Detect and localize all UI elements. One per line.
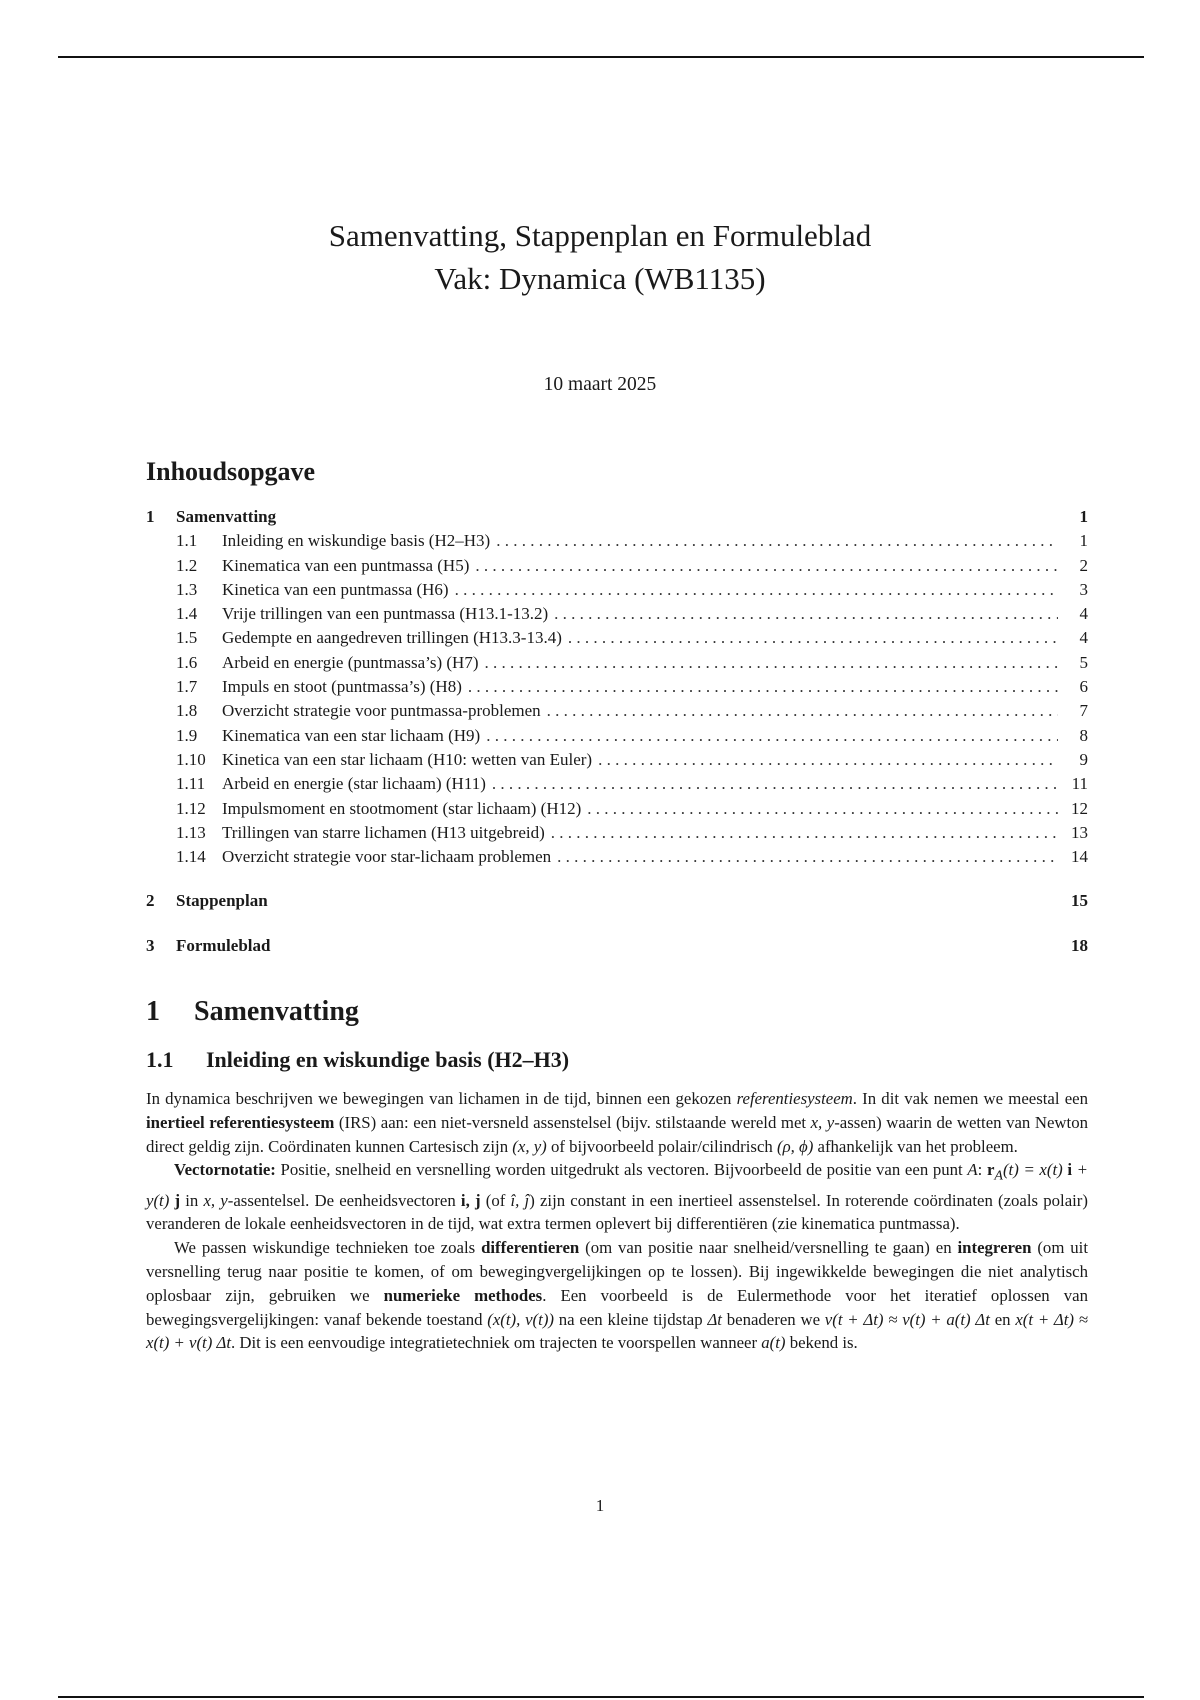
toc-title: Arbeid en energie (star lichaam) (H11) (222, 774, 486, 794)
toc-title: Formuleblad (176, 935, 271, 955)
toc-entry-2[interactable] (146, 891, 1088, 915)
toc-page: 4 (1079, 628, 1088, 648)
toc-number: 1.6 (176, 652, 198, 672)
toc-number: 1.14 (176, 847, 206, 867)
table-of-contents (146, 507, 1088, 960)
toc-page: 15 (1071, 891, 1088, 911)
toc-number: 1.9 (176, 725, 198, 745)
paragraph-2: Vectornotatie: Positie, snelheid en versnelling worden uitgedrukt als vectoren. Bijvoorbeeld de positie van een punt A: $r_A(t) = x(t) i + y(t)$ j in x, y-assentelsel. De eenheidsvectoren i, j (of î, ĵ) zijn constant in een inertieel assenstelsel. In roterende coördinaten (zoals polair) veranderen de lokale eenheidsvectoren in de tijd, wat extra termen oplevert bij differentiëren (zie kinematica puntmassa). (146, 1160, 1089, 1234)
toc-entry-1-14[interactable] (146, 847, 1088, 871)
toc-number: 1.4 (176, 604, 198, 624)
toc-entry-1-1[interactable] (146, 531, 1088, 555)
body-text (146, 1087, 1088, 1355)
toc-leader (598, 750, 1058, 770)
subsection-heading (146, 1047, 1088, 1073)
toc-spacer (146, 916, 1088, 936)
toc-number: 1.2 (176, 555, 198, 575)
toc-number: 1.3 (176, 579, 198, 599)
toc-leader (475, 556, 1058, 576)
toc-title: Stappenplan (176, 891, 268, 911)
toc-leader (485, 653, 1059, 673)
toc-page: 13 (1071, 822, 1088, 842)
toc-page: 5 (1079, 652, 1088, 672)
toc-page: 2 (1079, 555, 1088, 575)
toc-title: Samenvatting (176, 507, 277, 526)
section-heading (146, 996, 1088, 1028)
subsection-title: Inleiding en wiskundige basis (H2–H3) (206, 1047, 570, 1072)
toc-title: Gedempte en aangedreven trillingen (H13.3-13.4) (222, 628, 562, 648)
toc-number: 1.8 (176, 701, 198, 721)
toc-page: 11 (1071, 774, 1088, 794)
toc-title: Kinetica van een star lichaam (H10: wetten van Euler) (222, 749, 593, 769)
toc-number: 1.13 (176, 822, 206, 842)
toc-leader (496, 531, 1058, 551)
toc-entry-1-9[interactable] (146, 726, 1088, 750)
toc-title: Overzicht strategie voor star-lichaam problemen (222, 847, 552, 867)
paragraph-1: In dynamica beschrijven we bewegingen van lichamen in de tijd, binnen een gekozen referentiesysteem. In dit vak nemen we meestal een inertieel referentiesysteem (IRS) aan: een niet-versneld assenstelsel (bijv. stilstaande wereld met x, y-assen) waarin de wetten van Newton direct geldig zijn. Coördinaten kunnen Cartesisch zijn (x, y) of bijvoorbeeld polair/cilindrisch (ρ, ϕ) afhankelijk van het probleem. (146, 1089, 1088, 1156)
toc-entry-1-5[interactable] (146, 628, 1088, 652)
section-title: Samenvatting (194, 996, 359, 1027)
toc-entry-1-7[interactable] (146, 677, 1088, 701)
section-number: 1 (146, 996, 160, 1027)
document-date: 10 maart 2025 (543, 374, 657, 395)
toc-leader (557, 847, 1058, 867)
toc-leader (587, 799, 1058, 819)
toc-entry-1[interactable] (146, 507, 1088, 531)
toc-title: Kinematica van een puntmassa (H5) (222, 555, 470, 575)
toc-spacer (146, 871, 1088, 891)
toc-number: 1.10 (176, 749, 206, 769)
subsection-number: 1.1 (146, 1047, 174, 1072)
page-number: 1 (595, 1496, 605, 1515)
footer-rule (58, 1696, 1144, 1698)
toc-entry-1-6[interactable] (146, 653, 1088, 677)
toc-entry-1-12[interactable] (146, 799, 1088, 823)
toc-leader (547, 701, 1058, 721)
toc-page: 4 (1079, 604, 1088, 624)
toc-page: 6 (1079, 677, 1088, 697)
toc-entry-1-4[interactable] (146, 604, 1088, 628)
title-block (0, 214, 1200, 300)
toc-leader (468, 677, 1058, 697)
toc-page: 1 (1079, 507, 1088, 526)
toc-entry-1-10[interactable] (146, 750, 1088, 774)
toc-page: 9 (1079, 749, 1088, 769)
toc-title: Impulsmoment en stootmoment (star lichaam) (H12) (222, 798, 582, 818)
toc-number: 1.5 (176, 628, 198, 648)
toc-title: Impuls en stoot (puntmassa’s) (H8) (222, 677, 462, 697)
toc-number: 2 (146, 891, 155, 911)
document-title: Samenvatting, Stappenplan en Formuleblad (328, 218, 872, 253)
toc-title: Kinetica van een puntmassa (H6) (222, 579, 449, 599)
toc-leader (486, 726, 1058, 746)
toc-page: 18 (1071, 935, 1088, 955)
toc-heading: Inhoudsopgave (146, 457, 316, 486)
toc-title: Trillingen van starre lichamen (H13 uitgebreid) (222, 822, 545, 842)
toc-page: 1 (1079, 531, 1088, 551)
toc-number: 1 (146, 507, 155, 526)
header-rule (58, 56, 1144, 58)
toc-leader (551, 823, 1058, 843)
toc-entry-1-8[interactable] (146, 701, 1088, 725)
toc-title: Overzicht strategie voor puntmassa-problemen (222, 701, 541, 721)
toc-title: Kinematica van een star lichaam (H9) (222, 725, 481, 745)
course-title: Vak: Dynamica (WB1135) (434, 261, 766, 296)
toc-title: Arbeid en energie (puntmassa’s) (H7) (222, 652, 479, 672)
paragraph-3: We passen wiskundige technieken toe zoals differentieren (om van positie naar snelheid/versnelling te gaan) en integreren (om uit versnelling terug naar positie te komen, of om bewegingvergelijkingen op te lossen). Bij ingewikkelde bewegingen die niet analytisch oplosbaar zijn, gebruiken we numerieke methodes. Een voorbeeld is de Eulermethode voor het iteratief oplossen van bewegingsvergelijkingen: vanaf bekende toestand (x(t), v(t)) na een kleine tijdstap Δt benaderen we v(t + Δt) ≈ v(t) + a(t) Δt en x(t + Δt) ≈ x(t) + v(t) Δt. Dit is een eenvoudige integratietechniek om trajecten te voorspellen wanneer a(t) bekend is. (146, 1238, 1089, 1353)
toc-title: Inleiding en wiskundige basis (H2–H3) (222, 531, 491, 551)
toc-entry-1-13[interactable] (146, 823, 1088, 847)
toc-page: 8 (1079, 725, 1088, 745)
toc-leader (492, 774, 1058, 794)
toc-entry-3[interactable] (146, 936, 1088, 960)
toc-title: Vrije trillingen van een puntmassa (H13.1-13.2) (222, 604, 549, 624)
toc-page: 12 (1071, 798, 1088, 818)
toc-entry-1-3[interactable] (146, 580, 1088, 604)
toc-leader (554, 604, 1058, 624)
toc-entry-1-2[interactable] (146, 556, 1088, 580)
toc-number: 1.7 (176, 677, 198, 697)
toc-number: 3 (146, 935, 155, 955)
toc-number: 1.12 (176, 798, 206, 818)
toc-page: 3 (1079, 579, 1088, 599)
toc-leader (455, 580, 1058, 600)
toc-leader (568, 628, 1058, 648)
toc-page: 14 (1071, 847, 1088, 867)
toc-number: 1.1 (176, 531, 198, 551)
toc-page: 7 (1079, 701, 1088, 721)
toc-number: 1.11 (176, 774, 206, 794)
toc-entry-1-11[interactable] (146, 774, 1088, 798)
